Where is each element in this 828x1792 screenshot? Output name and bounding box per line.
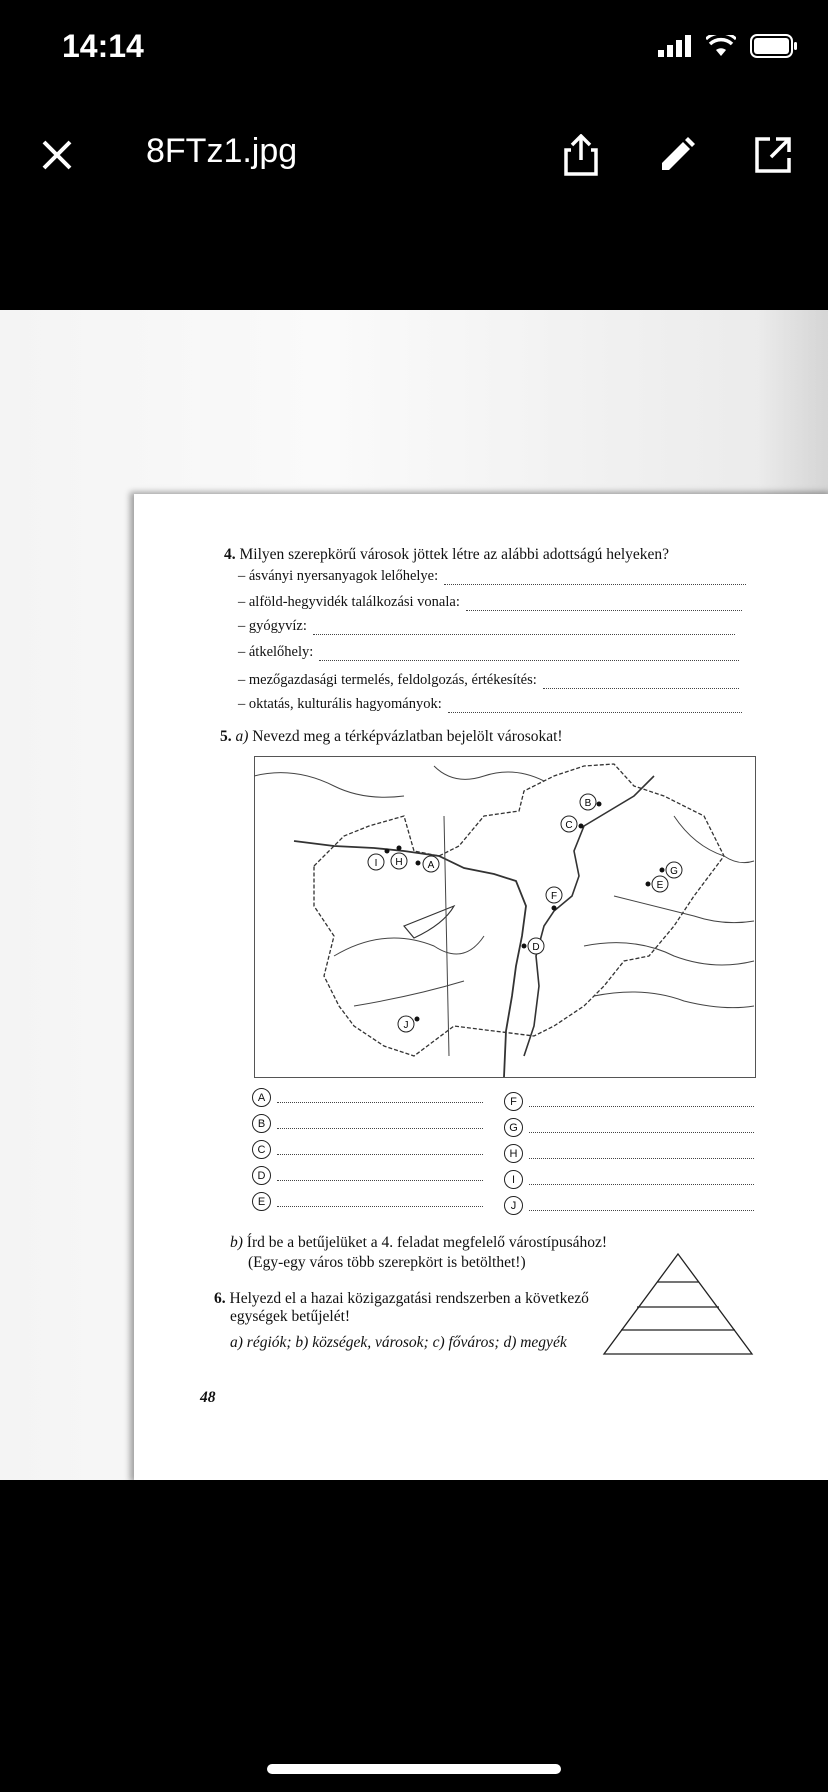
q6-title: Helyezd el a hazai közigazgatási rendszerben a következő — [229, 1290, 589, 1307]
status-icons — [658, 34, 798, 58]
answer-line[interactable] — [466, 610, 742, 611]
q5-number: 5. — [220, 728, 232, 745]
q4-item-label: – alföld-hegyvidék találkozási vonala: — [238, 594, 460, 610]
q4-item-label: – gyógyvíz: — [238, 618, 307, 634]
q4-item — [238, 696, 742, 713]
q4-heading — [224, 546, 669, 564]
pyramid-diagram — [602, 1252, 754, 1356]
answer-row — [252, 1192, 483, 1211]
answer-row — [252, 1140, 483, 1159]
edit-icon — [658, 136, 696, 174]
answer-line[interactable] — [319, 660, 739, 661]
answer-line[interactable] — [444, 584, 746, 585]
answer-row — [504, 1118, 754, 1137]
map-label-e: E — [656, 880, 664, 891]
map-label-i: I — [374, 858, 378, 869]
letter-badge: D — [252, 1166, 271, 1185]
letter-badge: F — [504, 1092, 523, 1111]
q6-title-cont: egységek betűjelét! — [230, 1308, 351, 1325]
letter-badge: B — [252, 1114, 271, 1133]
q4-item — [238, 594, 742, 611]
answer-line[interactable] — [543, 688, 739, 689]
answer-row — [252, 1166, 483, 1185]
answer-line[interactable] — [277, 1092, 483, 1103]
share-icon — [563, 134, 599, 176]
hungary-sketch-map — [254, 756, 756, 1078]
answer-row — [504, 1144, 754, 1163]
answer-line[interactable] — [277, 1118, 483, 1129]
viewer-toolbar — [0, 100, 828, 310]
open-external-icon — [754, 136, 792, 174]
letter-badge: E — [252, 1192, 271, 1211]
document-page — [134, 494, 828, 1480]
answer-line[interactable] — [529, 1122, 754, 1133]
map-label-d: D — [532, 942, 540, 953]
q4-item-label: – oktatás, kulturális hagyományok: — [238, 696, 442, 712]
answer-line[interactable] — [529, 1174, 754, 1185]
letter-badge: G — [504, 1118, 523, 1137]
file-name: 8FTz1.jpg — [146, 132, 298, 170]
answer-row — [252, 1114, 483, 1133]
answer-row — [504, 1092, 754, 1111]
letter-badge: I — [504, 1170, 523, 1189]
answer-line[interactable] — [277, 1144, 483, 1155]
letter-badge: J — [504, 1196, 523, 1215]
status-time: 14:14 — [62, 28, 144, 64]
answer-line[interactable] — [529, 1148, 754, 1159]
close-icon — [40, 138, 74, 172]
q6-number: 6. — [214, 1290, 226, 1307]
q4-item — [238, 568, 746, 585]
home-indicator[interactable] — [267, 1764, 561, 1774]
map-label-j: J — [403, 1020, 409, 1031]
answer-line[interactable] — [529, 1200, 754, 1211]
status-bar — [0, 0, 828, 100]
q5b-instruction: Írd be a betűjelüket a 4. feladat megfelelő várostípusához! — [246, 1234, 608, 1251]
answer-row — [504, 1196, 754, 1215]
q5-sub-b: b) — [230, 1234, 243, 1251]
q5-sub-a: a) — [235, 728, 249, 745]
close-button[interactable] — [32, 130, 82, 180]
photo-viewer — [0, 310, 828, 1480]
map-label-f: F — [550, 891, 558, 902]
page-number: 48 — [200, 1389, 216, 1406]
q5-heading — [220, 728, 563, 746]
battery-icon — [750, 34, 798, 58]
q6-heading — [214, 1290, 589, 1308]
answer-line[interactable] — [313, 634, 735, 635]
letter-badge: A — [252, 1088, 271, 1107]
signal-icon — [658, 35, 692, 57]
map-label-h: H — [395, 857, 403, 868]
q4-item — [238, 644, 739, 661]
answer-line[interactable] — [277, 1196, 483, 1207]
q4-title: Milyen szerepkörű városok jöttek létre az alábbi adottságú helyeken? — [239, 546, 670, 563]
letter-badge: H — [504, 1144, 523, 1163]
q4-item-label: – átkelőhely: — [238, 644, 314, 660]
q4-item — [238, 618, 735, 635]
answer-line[interactable] — [277, 1170, 483, 1181]
q4-item-label: – mezőgazdasági termelés, feldolgozás, értékesítés: — [238, 672, 537, 688]
map-label-c: C — [565, 820, 573, 831]
q5b-note: (Egy-egy város több szerepkört is betölthet!) — [248, 1254, 526, 1271]
q5-title: Nevezd meg a térképvázlatban bejelölt városokat! — [252, 728, 563, 745]
map-label-b: B — [584, 798, 592, 809]
q4-item — [238, 672, 739, 689]
map-label-g: G — [670, 866, 678, 877]
share-button[interactable] — [556, 130, 606, 180]
wifi-icon — [706, 35, 736, 57]
answer-line[interactable] — [529, 1096, 754, 1107]
edit-button[interactable] — [652, 130, 702, 180]
q4-item-label: – ásványi nyersanyagok lelőhelye: — [238, 568, 439, 584]
letter-badge: C — [252, 1140, 271, 1159]
map-label-a: A — [427, 860, 435, 871]
q6-options: a) régiók; b) községek, városok; c) főváros; d) megyék — [230, 1334, 567, 1351]
q4-number: 4. — [224, 546, 236, 563]
answer-row — [252, 1088, 483, 1107]
open-external-button[interactable] — [748, 130, 798, 180]
answer-row — [504, 1170, 754, 1189]
q5b-text — [230, 1234, 607, 1252]
answer-line[interactable] — [448, 712, 742, 713]
